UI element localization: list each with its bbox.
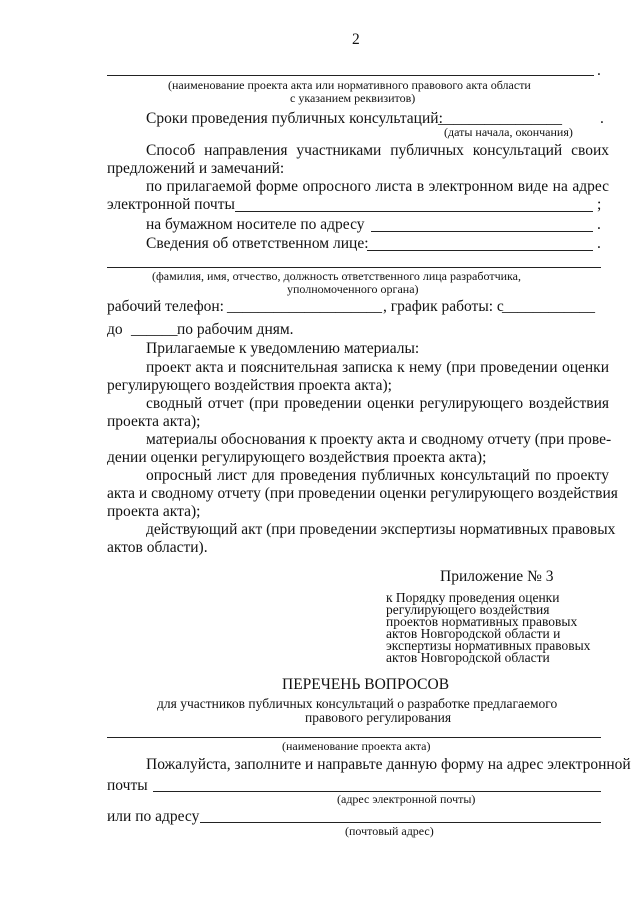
responsible-full-line [107,267,601,268]
questionnaire-title: ПЕРЕЧЕНЬ ВОПРОСОВ [282,676,450,693]
please-line-1: Пожалуйста, заполните и направьте данную форму на адрес электронной [146,756,631,773]
responsible-blank-line [367,250,593,251]
material-2b: проекта акта); [107,413,201,430]
to-label: до [107,321,123,338]
act-name-caption-1: (наименование проекта акта или нормативного правового акта области [168,78,531,92]
materials-heading: Прилагаемые к уведомлению материалы: [146,340,420,357]
schedule-label: , график работы: с [383,298,504,315]
to-rest: по рабочим дням. [177,321,294,338]
act-name-trail: . [597,62,601,79]
address-line [200,822,601,823]
material-4c: проекта акта); [107,503,201,520]
questionnaire-subtitle-1: для участников публичных консультаций о разработке предлагаемого [157,696,558,711]
paper-blank-line [371,231,593,232]
material-3a: материалы обоснования к проекту акта и сводному отчету (при прове- [146,431,612,448]
act-blank-line [107,737,601,738]
address-label: или по адресу [107,808,200,825]
material-5a: действующий акт (при проведении экспертизы нормативных правовых [146,521,616,538]
method-responsible: Сведения об ответственном лице: [146,235,369,252]
responsible-caption-1: (фамилия, имя, отчество, должность ответственного лица разработчика, [152,269,521,283]
material-4a: опросный лист для проведения публичных консультаций по проекту [146,467,609,484]
material-4b: акта и сводному отчету (при проведении оценки регулирующего воздействия [107,485,618,502]
method-responsible-trail: . [597,235,601,252]
please-line-2: почты [107,777,148,794]
method-line-1: Способ направления участниками публичных консультаций своих [146,142,609,159]
material-5b: актов области). [107,539,208,556]
appendix-line-5: экспертизы нормативных правовых [386,638,591,653]
method-email-trail: ; [597,196,602,213]
material-1b: регулирующего воздействия проекта акта); [107,377,392,394]
appendix-title: Приложение № 3 [440,568,554,585]
questionnaire-subtitle-2: правового регулирования [305,710,452,725]
material-1a: проект акта и пояснительная записка к нему (при проведении оценки [146,359,609,376]
method-paper-trail: . [597,216,601,233]
page-number: 2 [352,31,360,48]
terms-trail: . [600,110,604,127]
terms-blank: ________________ [438,110,562,127]
terms-caption: (даты начала, окончания) [444,125,573,139]
method-line-2: предложений и замечаний: [107,160,285,177]
method-email-2: электронной почты [107,196,235,213]
method-paper: на бумажном носителе по адресу [146,216,365,233]
material-2a: сводный отчет (при проведении оценки регулирующего воздействия [146,395,609,412]
phone-blank: ____________________ [227,298,382,315]
address-caption: (почтовый адрес) [345,824,434,838]
act-caption: (наименование проекта акта) [282,739,431,753]
appendix-line-6: актов Новгородской области [386,650,550,665]
act-name-caption-2: с указанием реквизитов) [290,91,416,105]
email-blank-line [235,211,593,212]
method-email-1: по прилагаемой форме опросного листа в электронном виде на адрес [146,178,609,195]
appendix-line-3: проектов нормативных правовых [386,614,578,629]
email-caption: (адрес электронной почты) [337,792,476,806]
terms-label: Сроки проведения публичных консультаций: [146,110,443,127]
schedule-blank: ____________ [502,298,595,315]
to-blank: ______ [131,321,178,338]
material-3b: дении оценки регулирующего воздействия проекта акта); [107,449,487,466]
phone-label: рабочий телефон: [107,298,224,315]
act-name-line [107,75,594,76]
appendix-line-2: регулирующего воздействия [386,602,550,617]
appendix-line-1: к Порядку проведения оценки [386,590,560,605]
appendix-line-4: актов Новгородской области и [386,626,561,641]
responsible-caption-2: уполномоченного органа) [287,282,419,296]
